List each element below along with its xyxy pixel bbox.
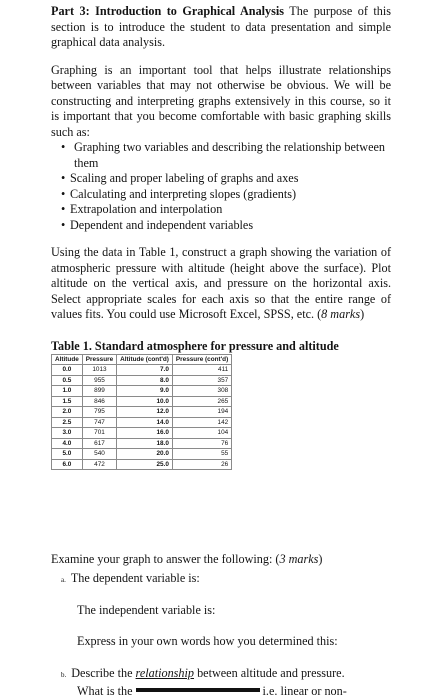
task-text: Using the data in Table 1, construct a graph showing the variation of atmospheric pressure with altitude (height above the surface). Plot altitude on the vertical axis, and pressure on the horizontal axis. Select appropriate scales for each axis so that the entire range of values fits. You could use Microsoft Excel, SPSS, etc. ( [51,245,391,321]
independent-variable-prompt: The independent variable is: [77,603,216,617]
skill-item: • Dependent and independent variables [61,218,391,234]
question-a-label: a. [61,575,66,584]
part3-intro: The purpose of this section is to introduce the student to data presentation and simple graphical data analysis. [51,4,392,49]
table-row: 2.5 747 14.0 142 [52,417,232,428]
question-a-text: The dependent variable is: [70,570,200,585]
question-a [51,571,391,589]
task-paragraph: Using the data in Table 1, construct a graph showing the variation of atmospheric pressure with altitude (height above the surface). Plot altitude on the vertical axis, and pressure on the horizontal axis. Select appropriate scales for each axis so that the entire range of values fits. You could use Microsoft Excel, SPSS, etc. (8 marks) [51,245,391,321]
express-prompt: Express in your own words how you determined this: [77,633,338,648]
graphing-skills-list [51,140,391,233]
skill-item: • Scaling and proper labeling of graphs and axes [61,171,391,187]
header-pressure-contd: Pressure (cont'd) [172,354,231,365]
table-row: 4.0 617 18.0 76 [52,438,232,449]
question-b-label: b. [61,671,67,679]
graphing-paragraph: Graphing is an important tool that helps illustrate relationships between variables that may not otherwise be obvious. We will be constructing and interpreting graphs extensively in this course, so it is important that you become comfortable with basic graphing skills such as: [51,62,391,139]
task-marks: 8 marks [321,307,361,321]
skill-item: • Calculating and interpreting slopes (gradients) [61,187,391,203]
question-b-line2: What is the i.e. linear or non- [77,683,347,698]
question-b: b. Describe the relationship between altitude and pressure. What is the i.e. linear or non- [51,666,391,699]
table-row: 6.0 472 25.0 26 [52,459,232,470]
part3-paragraph [51,4,391,51]
atmosphere-table [51,354,232,471]
table-row: 0.0 1013 7.0 411 [52,365,232,376]
header-altitude-contd: Altitude (cont'd) [117,354,173,365]
table-row: 0.5 955 8.0 357 [52,375,232,386]
table1-title: Table 1. Standard atmosphere for pressure and altitude [51,338,339,353]
skill-item: • Extrapolation and interpolation [61,202,391,218]
part3-heading: Part 3: Introduction to Graphical Analysis [51,4,285,18]
table-row: 1.5 846 10.0 265 [52,396,232,407]
table-header-row [52,354,232,365]
worksheet-page [51,4,391,699]
questions-intro: Examine your graph to answer the following: (3 marks) [51,552,323,566]
header-pressure: Pressure [82,354,116,365]
questions-marks: 3 marks [279,552,319,566]
header-altitude: Altitude [52,354,83,365]
table-row: 3.0 701 16.0 104 [52,428,232,439]
table-row: 5.0 540 20.0 55 [52,449,232,460]
relationship-word: relationship [135,666,195,680]
table-row: 2.0 795 12.0 194 [52,407,232,418]
redaction-bar [136,688,260,692]
skill-item: • Graphing two variables and describing the relationship between them [61,140,391,171]
table-row: 1.0 899 9.0 308 [52,386,232,397]
